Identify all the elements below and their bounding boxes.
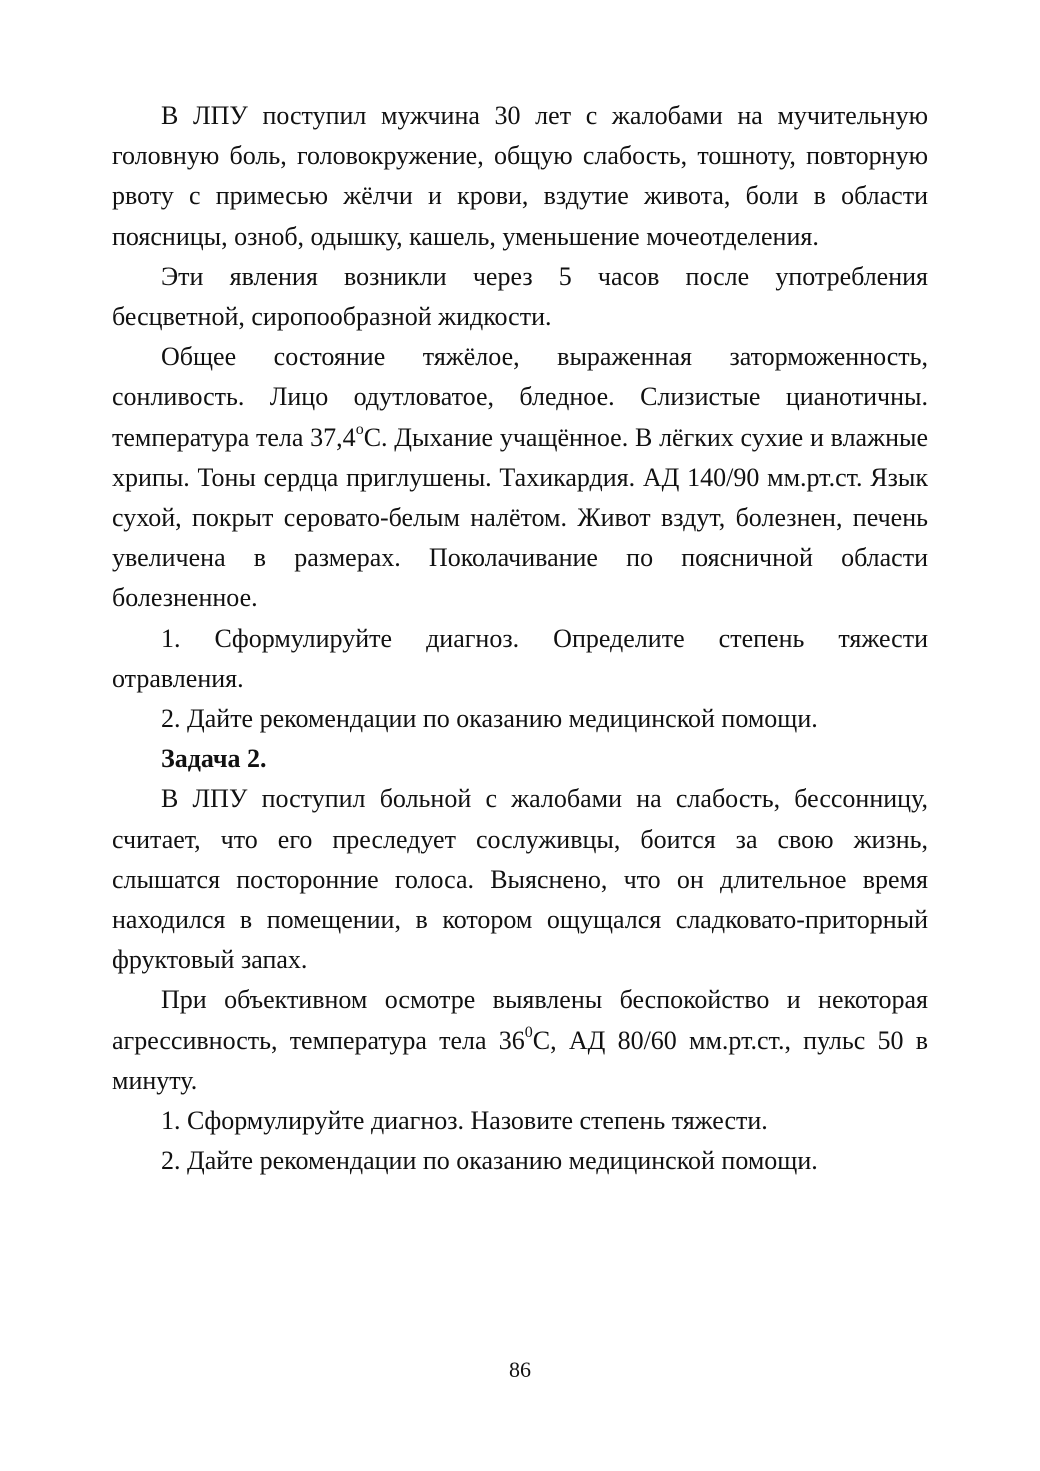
task1-exam-text-a: Общее состояние тяжёлое, выраженная заторможенность, сонливость. Лицо одутловатое, бледное. Слизистые цианотичны. температура тела 37,4: [112, 342, 928, 452]
task2-question-1: 1. Сформулируйте диагноз. Назовите степень тяжести.: [161, 1106, 768, 1136]
task1-exam-paragraph: [112, 337, 928, 618]
task2-exam-text-b: С, АД 80/60 мм.рт.ст., пульс 50 в минуту.: [112, 1025, 929, 1095]
task2-heading: Задача 2.: [161, 744, 267, 774]
task2-exam-degree: 0: [524, 1024, 533, 1042]
task1-exam-degree: о: [355, 420, 364, 438]
task1-complaints-paragraph: В ЛПУ поступил мужчина 30 лет с жалобами на мучительную головную боль, головокружение, общую слабость, тошноту, повторную рвоту с примесью жёлчи и крови, вздутие живота, боли в области поясницы, озноб, одышку, кашель, уменьшение мочеотделения.: [112, 101, 928, 251]
task1-question-1: 1. Сформулируйте диагноз. Определите степень тяжести отравления.: [112, 623, 928, 693]
document-page: [112, 96, 928, 1181]
task2-exam-paragraph: [112, 980, 928, 1101]
task2-question-2: 2. Дайте рекомендации по оказанию медицинской помощи.: [161, 1146, 818, 1176]
task2-complaints-paragraph: В ЛПУ поступил больной с жалобами на слабость, бессонницу, считает, что его преследует сослуживцы, боится за свою жизнь, слышатся посторонние голоса. Выяснено, что он длительное время находился в помещении, в котором ощущался сладковато-приторный фруктовый запах.: [112, 784, 928, 975]
task1-history-paragraph: Эти явления возникли через 5 часов после употребления бесцветной, сиропообразной жидкости.: [112, 261, 928, 332]
task1-question-2: 2. Дайте рекомендации по оказанию медицинской помощи.: [161, 704, 818, 734]
page-number: 86: [509, 1357, 531, 1382]
task2-exam-text-a: При объективном осмотре выявлены беспокойство и некоторая агрессивность, температура тела 36: [112, 985, 928, 1055]
task1-exam-text-b: С. Дыхание учащённое. В лёгких сухие и влажные хрипы. Тоны сердца приглушены. Тахикардия. АД 140/90 мм.рт.ст. Язык сухой, покрыт серовато-белым налётом. Живот вздут, болезнен, печень увеличена в размерах. Поколачивание по поясничной области болезненное.: [112, 422, 928, 613]
